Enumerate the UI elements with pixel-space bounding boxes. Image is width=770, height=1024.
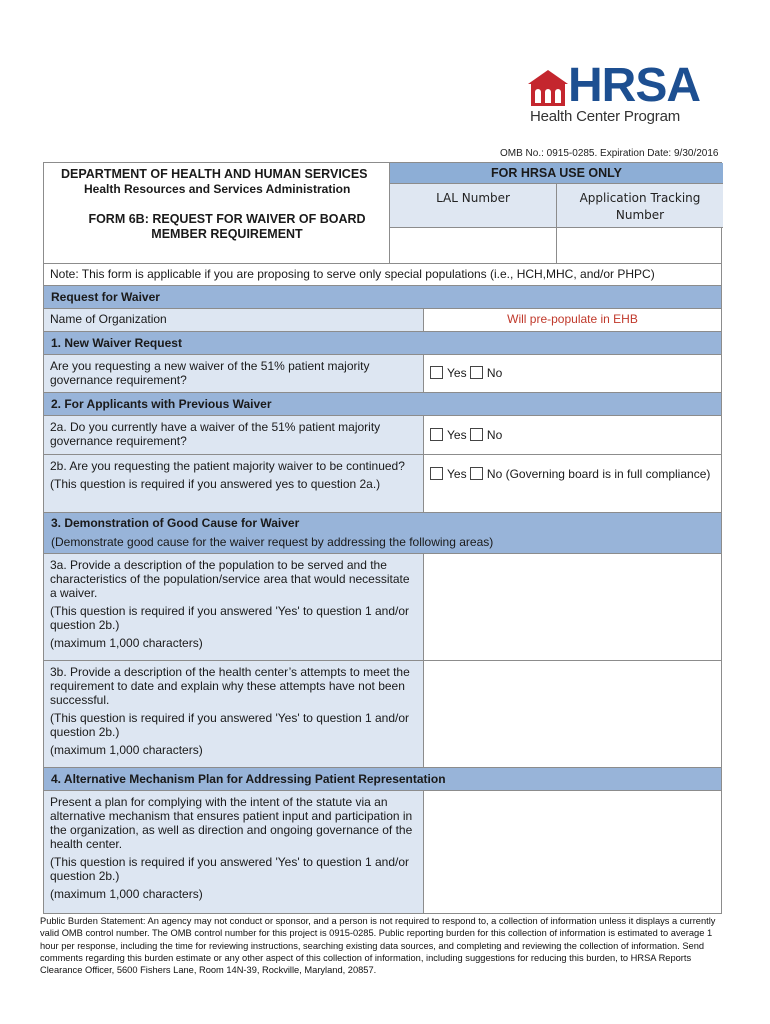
yes-checkbox[interactable]: [430, 467, 443, 480]
question-3b-response[interactable]: [424, 661, 721, 767]
public-burden-statement: Public Burden Statement: An agency may not conduct or sponsor, and a person is not required to respond to, a collection of information unless it displays a currently valid OMB control number. The OMB control number for this project is 0915-0285. Public reporting burden for this collection of information is estimated to average 1 hour per response, including the time for reviewing instructions, searching existing data sources, and completing and reviewing the collection of information. Send comments regarding this burden estimate or any other aspect of this collection of information, including suggestions for reducing this burden, to HRSA Reports Clearance Officer, 5600 Fishers Lane, Room 14N-39, Rockville, Maryland, 20857.: [40, 916, 716, 976]
question-4-note: (This question is required if you answered 'Yes' to question 1 and/or question 2b.): [50, 855, 410, 883]
waiver-form: [43, 162, 722, 914]
question-2b: 2b. Are you requesting the patient majority waiver to be continued?: [50, 459, 405, 473]
app-tracking-label: Application Tracking Number: [556, 184, 723, 227]
section-1-header: 1. New Waiver Request: [44, 332, 721, 355]
yes-label: Yes: [447, 366, 467, 380]
question-4-max: (maximum 1,000 characters): [50, 887, 203, 901]
department-name: DEPARTMENT OF HEALTH AND HUMAN SERVICES: [61, 167, 368, 181]
app-tracking-field[interactable]: [556, 228, 723, 263]
question-2b-answer: [424, 455, 721, 512]
yes-checkbox[interactable]: [430, 366, 443, 379]
question-4: Present a plan for complying with the intent of the statute via an alternative mechanism that ensures patient input and participation in the organization, as well as direction and ongoing governance of the health center.: [50, 795, 413, 851]
question-1: Are you requesting a new waiver of the 51% patient majority governance requirement?: [44, 355, 424, 392]
no-label: No (Governing board is in full compliance): [486, 467, 711, 481]
no-checkbox[interactable]: [470, 428, 483, 441]
omb-number: OMB No.: 0915-0285. Expiration Date: 9/30/2016: [500, 148, 719, 159]
no-checkbox[interactable]: [470, 366, 483, 379]
no-label: No: [486, 428, 503, 442]
no-label: No: [486, 366, 503, 380]
question-2b-note: (This question is required if you answered yes to question 2a.): [50, 477, 381, 491]
form-title: FORM 6B: REQUEST FOR WAIVER OF BOARD MEMBER REQUIREMENT: [88, 212, 366, 241]
question-1-answer: [424, 355, 721, 392]
yes-label: Yes: [447, 428, 467, 442]
section-request-header: Request for Waiver: [44, 286, 721, 309]
no-checkbox[interactable]: [470, 467, 483, 480]
logo-letters: HRSA: [568, 59, 701, 112]
question-3a-note: (This question is required if you answered 'Yes' to question 1 and/or question 2b.): [50, 604, 410, 632]
hrsa-use-only-box: [389, 163, 723, 263]
question-3b-note: (This question is required if you answered 'Yes' to question 1 and/or question 2b.): [50, 711, 410, 739]
yes-label: Yes: [447, 467, 467, 481]
hrsa-use-only-title: FOR HRSA USE ONLY: [390, 163, 723, 184]
section-4-header: 4. Alternative Mechanism Plan for Addressing Patient Representation: [44, 768, 721, 791]
question-2a-answer: [424, 416, 721, 454]
question-4-response[interactable]: [424, 791, 721, 913]
organization-name-label: Name of Organization: [44, 309, 424, 331]
hrsa-logo: [524, 59, 730, 128]
lal-number-label: LAL Number: [436, 191, 510, 205]
section-3-header: [44, 513, 721, 554]
section-3-subtitle: (Demonstrate good cause for the waiver request by addressing the following areas): [51, 535, 494, 549]
administration-name: Health Resources and Services Administration: [84, 182, 351, 196]
form-header: [44, 163, 721, 264]
question-2a: 2a. Do you currently have a waiver of the 51% patient majority governance requirement?: [44, 416, 424, 454]
question-3a-response[interactable]: [424, 554, 721, 660]
question-3a: 3a. Provide a description of the population to be served and the characteristics of the population/service area that would necessitate a waiver.: [50, 558, 410, 600]
yes-checkbox[interactable]: [430, 428, 443, 441]
house-people-icon: [528, 70, 568, 108]
question-3b: 3b. Provide a description of the health center’s attempts to meet the requirement to date and explain why these attempts have not been successful.: [50, 665, 410, 707]
question-3b-max: (maximum 1,000 characters): [50, 743, 203, 757]
logo-subtitle: Health Center Program: [530, 108, 681, 125]
applicability-note: Note: This form is applicable if you are proposing to serve only special populations (i.e., HCH,MHC, and/or PHPC): [44, 264, 721, 286]
section-3-title: 3. Demonstration of Good Cause for Waiver: [51, 516, 300, 530]
section-2-header: 2. For Applicants with Previous Waiver: [44, 393, 721, 416]
lal-number-field[interactable]: [390, 228, 556, 263]
question-3a-max: (maximum 1,000 characters): [50, 636, 203, 650]
organization-name-field[interactable]: Will pre-populate in EHB: [507, 312, 638, 326]
